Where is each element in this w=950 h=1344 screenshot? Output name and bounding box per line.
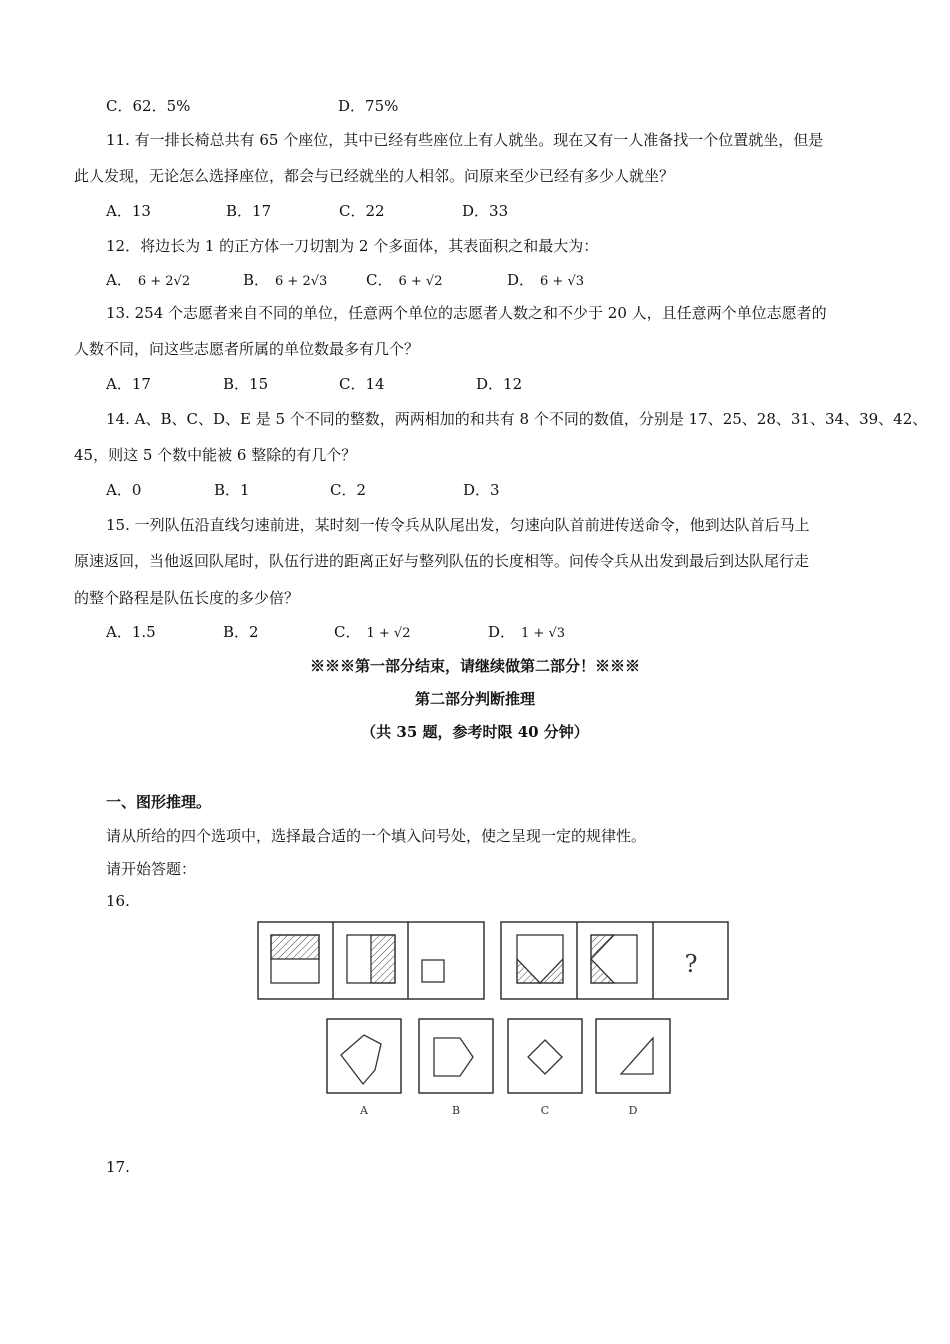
q12-option-c-label: C． xyxy=(366,271,393,289)
q16-figure-option-d-label: D xyxy=(628,1104,638,1117)
part1-end-notice: ※※※第一部分结束，请继续做第二部分！※※※ xyxy=(309,657,640,675)
q14-option-d[interactable]: D．3 xyxy=(463,481,500,499)
q12-option-a-math: 6 + 2√2 xyxy=(137,274,191,289)
q16-figure-option-a-label: A xyxy=(360,1104,368,1117)
q15-text-line1: 15. 一列队伍沿直线匀速前进，某时刻一传令兵从队尾出发，匀速向队首前进传送命令，他到达队首后马上 xyxy=(106,516,810,534)
q15-option-c-math: 1 + √2 xyxy=(366,626,411,641)
q16-cell-1 xyxy=(271,935,319,983)
q13-option-d[interactable]: D．12 xyxy=(476,375,523,393)
q14-option-b[interactable]: B．1 xyxy=(214,481,250,499)
q12-text-line1: 12．将边长为 1 的正方体一刀切割为 2 个多面体，其表面积之和最大为： xyxy=(106,237,599,255)
q15-option-d-label: D． xyxy=(488,623,516,641)
section1-title: 一、图形推理。 xyxy=(106,793,212,811)
q12-option-b-label: B． xyxy=(243,271,270,289)
q16-figure xyxy=(255,918,731,1124)
q11-option-a[interactable]: A．13 xyxy=(106,202,151,220)
q12-option-c[interactable] xyxy=(366,270,442,292)
q14-text-line2: 45，则这 5 个数中能被 6 整除的有几个？ xyxy=(74,446,357,464)
q12-option-c-math: 6 + √2 xyxy=(398,274,443,289)
q11-option-d[interactable]: D．33 xyxy=(462,202,509,220)
q12-option-d[interactable] xyxy=(507,270,584,292)
q15-option-d-math: 1 + √3 xyxy=(521,626,566,641)
q11-text-line1: 11. 有一排长椅总共有 65 个座位，其中已经有些座位上有人就坐。现在又有一人准备找一个位置就坐，但是 xyxy=(106,131,824,149)
part2-subtitle: （共 35 题，参考时限 40 分钟） xyxy=(361,723,589,741)
q16-question-row xyxy=(258,922,728,999)
q14-option-a[interactable]: A．0 xyxy=(106,481,142,499)
q16-figure-option-c[interactable] xyxy=(508,1019,582,1117)
q11-text-line2: 此人发现，无论怎么选择座位，都会与已经就坐的人相邻。问原来至少已经有多少人就坐？ xyxy=(74,167,675,185)
section1-start: 请开始答题： xyxy=(106,860,197,878)
q10-option-c[interactable]: C．62．5% xyxy=(106,97,191,115)
q16-figure-option-a[interactable] xyxy=(327,1019,401,1117)
q11-option-b[interactable]: B．17 xyxy=(226,202,272,220)
q16-question-mark: ? xyxy=(684,950,698,978)
q13-text-line2: 人数不同，问这些志愿者所属的单位数最多有几个？ xyxy=(74,340,420,358)
q12-option-d-math: 6 + √3 xyxy=(540,274,585,289)
q16-figure-option-b-label: B xyxy=(451,1104,461,1117)
q16-figure-option-c-label: C xyxy=(540,1104,550,1117)
q12-option-d-label: D． xyxy=(507,271,535,289)
q10-option-d[interactable]: D．75% xyxy=(338,97,399,115)
q16-options-row xyxy=(327,1019,670,1117)
q15-option-c[interactable] xyxy=(334,622,410,644)
q16-cell-4 xyxy=(517,935,563,983)
q15-option-b[interactable]: B．2 xyxy=(223,623,259,641)
q16-cell-3 xyxy=(422,960,444,982)
q14-option-c[interactable]: C．2 xyxy=(330,481,367,499)
q12-option-a[interactable] xyxy=(106,270,190,292)
q15-text-line2: 原速返回，当他返回队尾时，队伍行进的距离正好与整列队伍的长度相等。问传令兵从出发到最后到达队尾行走 xyxy=(74,552,810,570)
q16-figure-option-d[interactable] xyxy=(596,1019,670,1117)
q12-option-b[interactable] xyxy=(243,270,327,292)
q12-option-b-math: 6 + 2√3 xyxy=(275,274,328,289)
q15-option-a[interactable]: A．1.5 xyxy=(106,623,156,641)
q14-text-line1: 14. A、B、C、D、E 是 5 个不同的整数，两两相加的和共有 8 个不同的数值，分别是 17、25、28、31、34、39、42、 xyxy=(106,410,928,428)
q11-option-c[interactable]: C．22 xyxy=(339,202,385,220)
q15-option-d[interactable] xyxy=(488,622,565,644)
q16-figure-svg xyxy=(255,918,731,1124)
q16-cell-2 xyxy=(347,935,395,983)
q13-option-a[interactable]: A．17 xyxy=(106,375,151,393)
q17-number: 17. xyxy=(106,1158,130,1176)
q16-cell-5 xyxy=(591,935,637,983)
q13-option-c[interactable]: C．14 xyxy=(339,375,385,393)
q15-option-c-label: C． xyxy=(334,623,361,641)
q12-option-a-label: A． xyxy=(106,271,132,289)
q15-text-line3: 的整个路程是队伍长度的多少倍？ xyxy=(74,589,300,607)
section1-instruction: 请从所给的四个选项中，选择最合适的一个填入问号处，使之呈现一定的规律性。 xyxy=(106,827,647,845)
q13-option-b[interactable]: B．15 xyxy=(223,375,269,393)
q16-figure-option-b[interactable] xyxy=(419,1019,493,1117)
part2-title: 第二部分判断推理 xyxy=(414,690,535,708)
q13-text-line1: 13. 254 个志愿者来自不同的单位，任意两个单位的志愿者人数之和不少于 20 人，且任意两个单位志愿者的 xyxy=(106,304,827,322)
q16-number: 16. xyxy=(106,892,130,910)
